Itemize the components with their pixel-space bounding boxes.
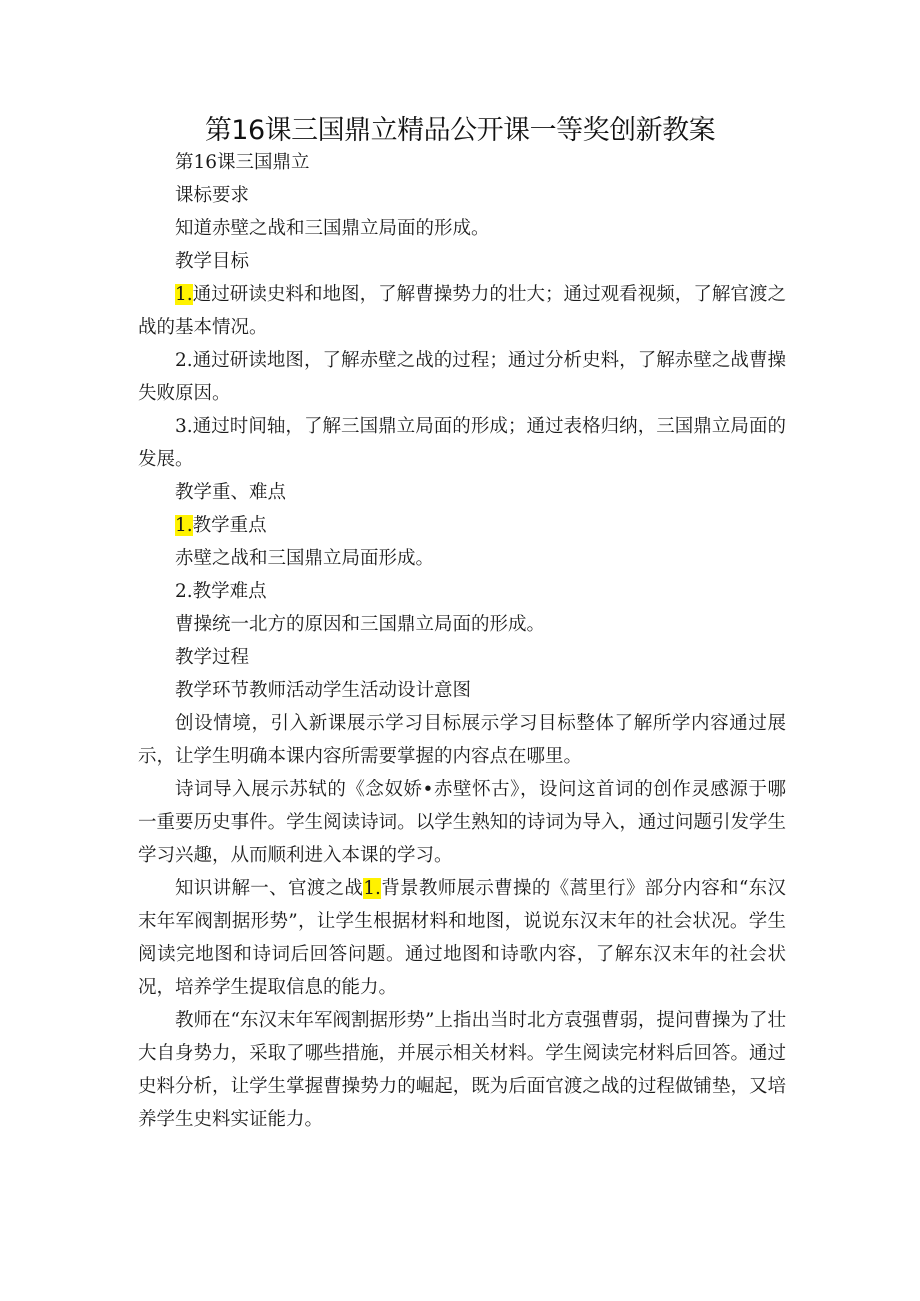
document-title: 第16课三国鼎立精品公开课一等奖创新教案 bbox=[204, 115, 716, 146]
paragraph: 2.通过研读地图，了解赤壁之战的过程；通过分析史料，了解赤壁之战曹操失败原因。 bbox=[138, 350, 786, 404]
paragraph: 1.通过研读史料和地图，了解曹操势力的壮大；通过观看视频，了解官渡之战的基本情况。 bbox=[138, 284, 786, 338]
paragraph: 曹操统一北方的原因和三国鼎立局面的形成。 bbox=[175, 614, 546, 635]
paragraph: 诗词导入展示苏轼的《念奴娇•赤壁怀古》，设问这首词的创作灵感源于哪一重要历史事件。学生阅读诗词。以学生熟知的诗词为导入，通过问题引发学生学习兴趣，从而顺利进入本课的学习。 bbox=[138, 779, 786, 866]
paragraph: 2.教学难点 bbox=[175, 581, 267, 602]
highlighted-marker: 1. bbox=[175, 284, 193, 305]
document-body bbox=[138, 146, 786, 1136]
paragraph: 赤壁之战和三国鼎立局面形成。 bbox=[175, 548, 435, 569]
paragraph: 教学目标 bbox=[175, 251, 250, 272]
paragraph: 1.教学重点 bbox=[175, 515, 267, 536]
highlighted-marker: 1. bbox=[363, 878, 381, 899]
paragraph: 知识讲解一、官渡之战1.背景教师展示曹操的《蒿里行》部分内容和“东汉末年军阀割据形势”，让学生根据材料和地图，说说东汉末年的社会状况。学生阅读完地图和诗词后回答问题。通过地图和诗歌内容，了解东汉末年的社会状况，培养学生提取信息的能力。 bbox=[138, 878, 786, 998]
paragraph: 创设情境，引入新课展示学习目标展示学习目标整体了解所学内容通过展示，让学生明确本课内容所需要掌握的内容点在哪里。 bbox=[138, 713, 786, 767]
paragraph: 课标要求 bbox=[175, 185, 250, 206]
paragraph: 3.通过时间轴，了解三国鼎立局面的形成；通过表格归纳，三国鼎立局面的发展。 bbox=[138, 416, 786, 470]
paragraph: 教学环节教师活动学生活动设计意图 bbox=[175, 680, 472, 701]
highlighted-marker: 1. bbox=[175, 515, 193, 536]
paragraph: 教学过程 bbox=[175, 647, 250, 668]
paragraph: 第16课三国鼎立 bbox=[175, 152, 310, 173]
paragraph: 教学重、难点 bbox=[175, 482, 287, 503]
paragraph: 教师在“东汉末年军阀割据形势”上指出当时北方袁强曹弱，提问曹操为了壮大自身势力，采取了哪些措施，并展示相关材料。学生阅读完材料后回答。通过史料分析，让学生掌握曹操势力的崛起，既为后面官渡之战的过程做铺垫，又培养学生史料实证能力。 bbox=[138, 1010, 786, 1130]
paragraph: 知道赤壁之战和三国鼎立局面的形成。 bbox=[175, 218, 490, 239]
